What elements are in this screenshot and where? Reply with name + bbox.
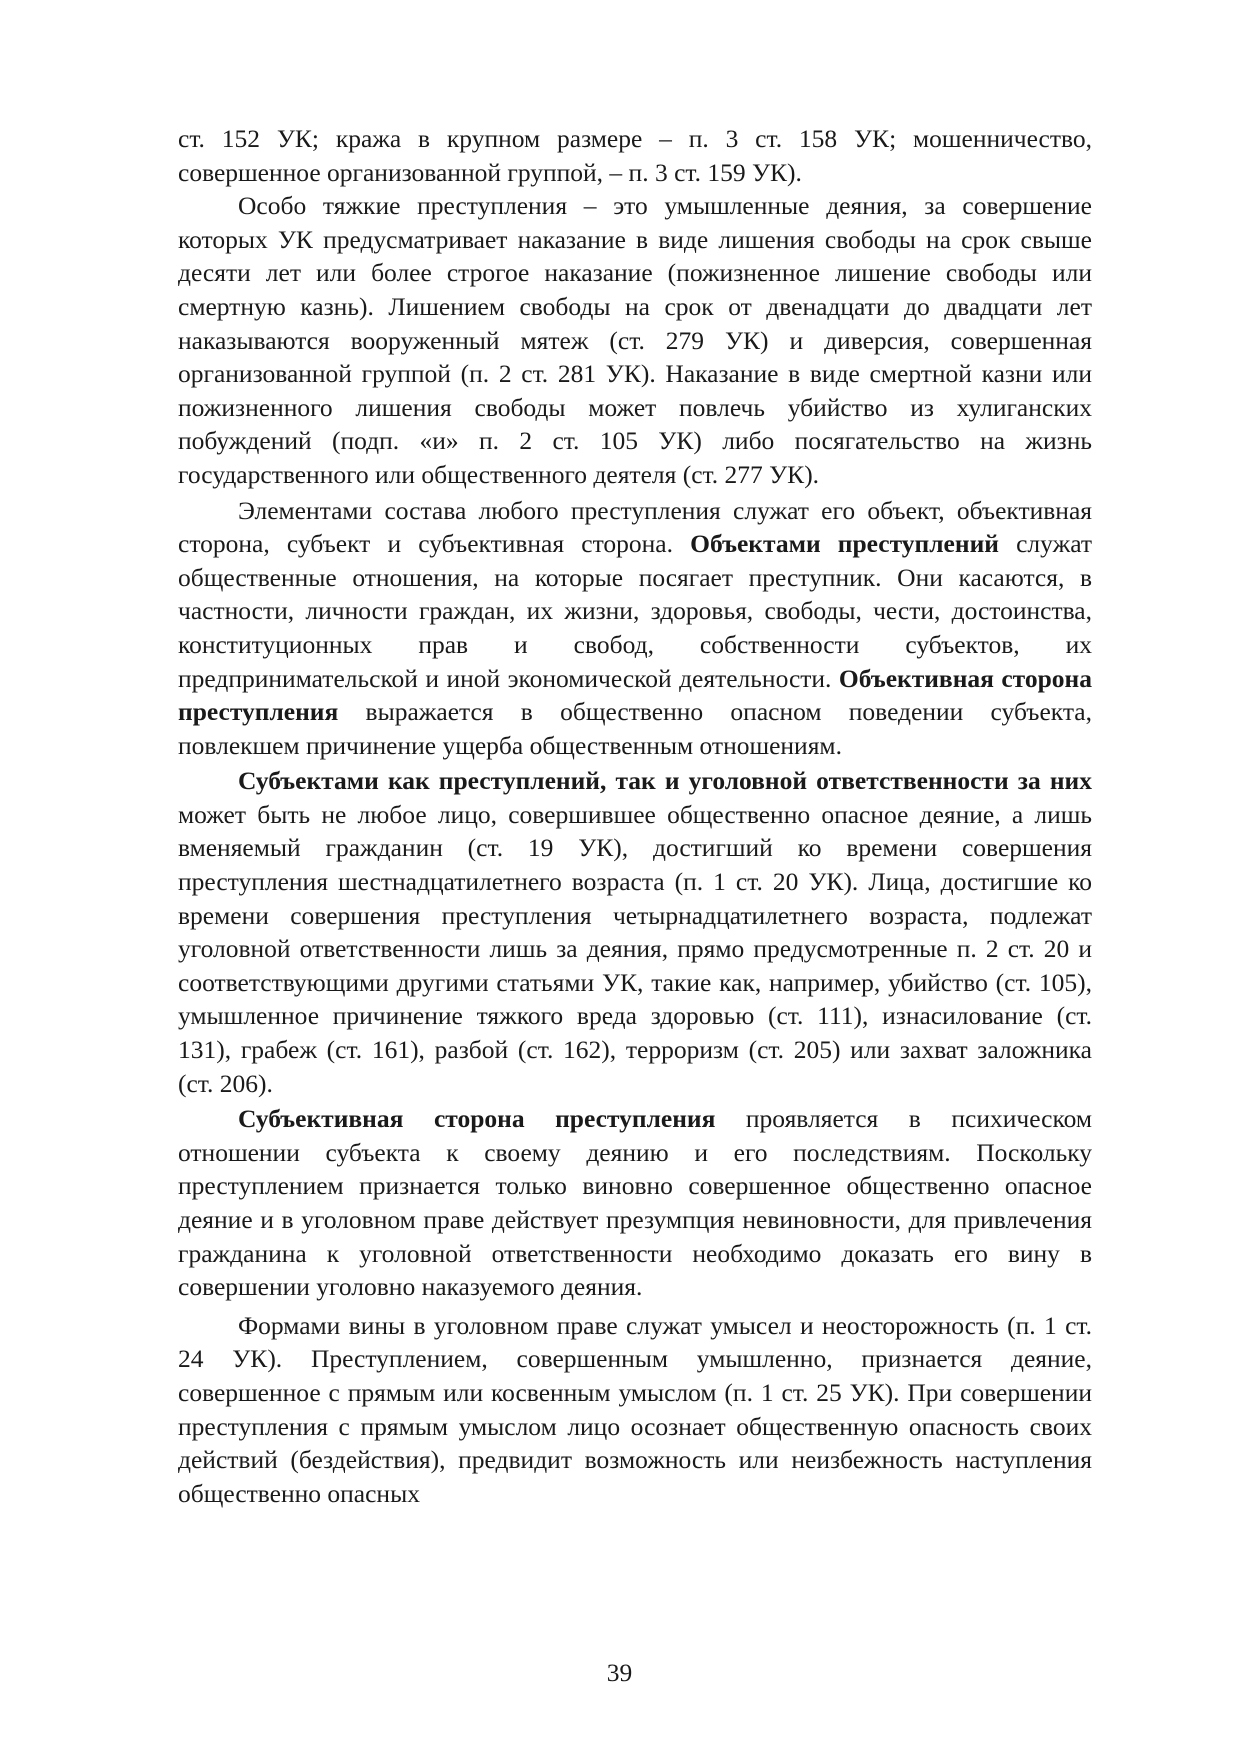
page-number: 39 <box>606 1658 633 1687</box>
paragraph-continuation <box>178 122 1092 189</box>
document-body <box>178 122 1092 1510</box>
bold-term-subjects: Субъектами как преступлений, так и уголовной ответственности за них <box>238 766 1092 796</box>
paragraph-text: может быть не любое лицо, совершившее общественно опасное деяние, а лишь вменяемый гражданин (ст. 19 УК), достигший ко времени совершения преступления шестнадцатилетнего возраста (п. 1 ст. 20 УК). Лица, достигшие ко времени совершения преступления четырнадцатилетнего возраста, подлежат уголовной ответственности лишь за деяния, прямо предусмотренные п. 2 ст. 20 и соответствующими другими статьями УК, такие как, например, убийство (ст. 105), умышленное причинение тяжкого вреда здоровью (ст. 111), изнасилование (ст. 131), грабеж (ст. 161), разбой (ст. 162), терроризм (ст. 205) или захват заложника (ст. 206). <box>178 799 1092 1098</box>
paragraph-text: ст. 152 УК; кража в крупном размере – п. 3 ст. 158 УК; мошенничество, совершенное организованной группой, – п. 3 ст. 159 УК). <box>178 124 1092 187</box>
paragraph-crime-elements <box>178 494 1092 763</box>
bold-term-objects: Объектами преступлений <box>690 529 999 559</box>
paragraph-subjective-side <box>178 1102 1092 1304</box>
paragraph-text: Формами вины в уголовном праве служат умысел и неосторожность (п. 1 ст. 24 УК). Преступлением, совершенным умышленно, признается деяние, совершенное с прямым или косвенным умыслом (п. 1 ст. 25 УК). При совершении преступления с прямым умыслом лицо осознает общественную опасность своих действий (бездействия), предвидит возможность или неизбежность наступления общественно опасных <box>178 1310 1092 1508</box>
paragraph-text: служат общественные отношения, на которые посягает преступник. Они касаются, в частности, личности граждан, их жизни, здоровья, свободы, чести, достоинства, конституционных прав и свобод, собственности субъектов, их предпринимательской и иной экономической деятельности. <box>178 529 1092 693</box>
bold-term-subjective-side: Субъективная сторона преступления <box>238 1104 716 1134</box>
paragraph-subjects <box>178 764 1092 1100</box>
paragraph-forms-of-guilt <box>178 1309 1092 1511</box>
paragraph-text: Особо тяжкие преступления – это умышленные деяния, за совершение которых УК предусматривает наказание в виде лишения свободы на срок свыше десяти лет или более строгое наказание (пожизненное лишение свободы или смертную казнь). Лишением свободы на срок от двенадцати до двадцати лет наказываются вооруженный мятеж (ст. 279 УК) и диверсия, совершенная организованной группой (п. 2 ст. 281 УК). Наказание в виде смертной казни или пожизненного лишения свободы может повлечь убийство из хулиганских побуждений (подп. «и» п. 2 ст. 105 УК) либо посягательство на жизнь государственного или общественного деятеля (ст. 277 УК). <box>178 191 1092 489</box>
bold-term-objective-side: Объективная сторона преступления <box>178 663 1092 727</box>
paragraph-text: Элементами состава любого преступления служат его объект, объективная сторона, субъект и субъективная сторона. <box>178 495 1092 559</box>
paragraph-especially-grave-crimes <box>178 189 1092 491</box>
paragraph-text: проявляется в психическом отношении субъекта к своему деянию и его последствиям. Поскольку преступлением признается только виновно совершенное общественно опасное деяние и в уголовном праве действует презумпция невиновности, для привлечения гражданина к уголовной ответственности необходимо доказать его вину в совершении уголовно наказуемого деяния. <box>178 1104 1092 1302</box>
paragraph-text: выражается в общественно опасном поведении субъекта, повлекшем причинение ущерба общественным отношениям. <box>178 697 1092 760</box>
